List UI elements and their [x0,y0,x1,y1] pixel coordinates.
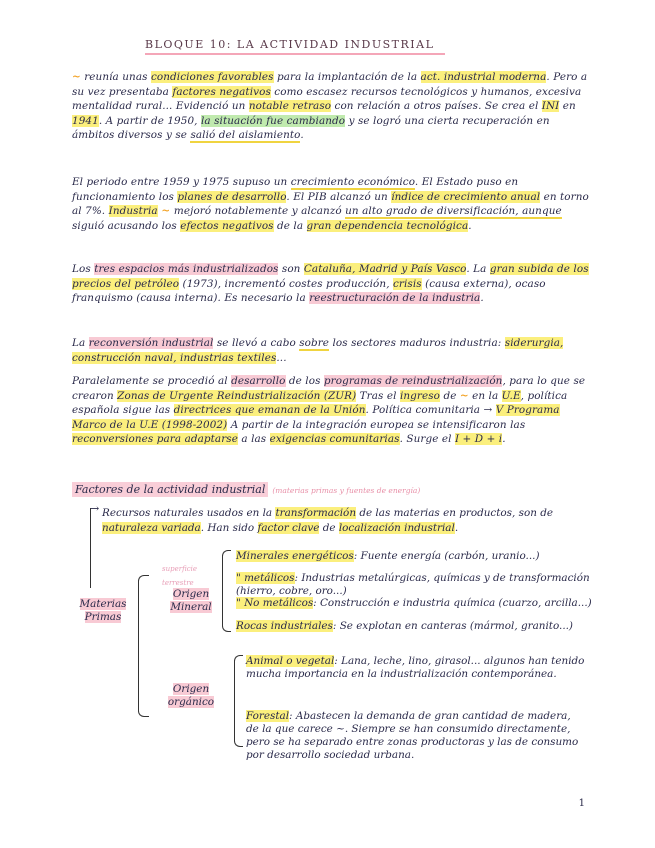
tilde-icon: ~ [157,205,174,218]
organico-item: Forestal: Abastecen la demanda de gran cantidad de madera, de la que carece ~. Siempre se han consumido directamente, pero se ha separado entre zonas productoras y las de consumo por desarrollo sociedad urbana. [246,710,579,761]
mineral-note: superficie terrestre [162,565,198,587]
tree-root: Materias Primas [79,598,127,623]
connector-line [90,508,91,588]
factores-heading: Factores de la actividad industrial (materias primas y fuentes de energía) [72,483,420,496]
recursos-text: Recursos naturales usados en la transformación de las materias en productos, son de naturaleza variada. Han sido factor clave de localización industrial. [102,507,554,534]
page-title: BLOQUE 10: LA ACTIVIDAD INDUSTRIAL [145,38,445,55]
page-number: 1 [578,798,585,809]
organico-item: Animal o vegetal: Lana, leche, lino, girasol... algunos han tenido mucha importancia en la industrialización contemporánea. [246,655,585,680]
tilde-icon: ~ [459,389,469,402]
tilde-icon: ~ [72,71,81,83]
organico-bracket [234,655,243,747]
mineral-item: Minerales energéticos: Fuente energía (carbón, uranio...) [236,550,540,562]
mineral-item: " metálicos: Industrias metalúrgicas, químicas y de transformación (hierro, cobre, oro...) [236,572,590,597]
paragraph-4: La reconversión industrial se llevó a cabo sobre los sectores maduros industria: siderurgia, construcción naval, industrias textiles... [72,337,564,364]
paragraph-2: El periodo entre 1959 y 1975 supuso un crecimiento económico. El Estado puso en funcionamiento los planes de desarrollo. El PIB alcanzó un índice de crecimiento anual en torno al 7%. Industria ~ mejoró notablemente y alcanzó un alto grado de diversificación, aunque siguió acusando los efectos negativos de la gran dependencia tecnológica. [72,176,589,232]
paragraph-5: Paralelamente se procedió al desarrollo de los programas de reindustrialización, para lo que se crearon Zonas de Urgente Reindustrialización (ZUR) Tras el ingreso de ~ en la U.E, política española sigue las directrices que emanan de la Unión. Política comunitaria → V Programa Marco de la U.E (1998-2002) A partir de la integración europea se intensificaron las reconversiones para adaptarse a las exigencias comunitarias. Surge el I + D + i. [72,375,586,446]
mineral-item: " No metálicos: Construcción e industria química (cuarzo, arcilla...) [236,597,592,609]
root-bracket [138,575,149,717]
mineral-bracket [222,550,231,632]
arrow-right-icon: → [90,502,100,515]
mineral-item: Rocas industriales: Se explotan en canteras (mármol, granito...) [236,620,573,632]
paragraph-1: ~ reunía unas condiciones favorables para la implantación de la act. industrial moderna. Pero a su vez presentaba factores negativos como escasez recursos tecnológicos y humanos, excesiva mentalidad rural... Evidenció un notable retraso con relación a otros países. Se crea el INI en 1941. A partir de 1950, la situación fue cambiando y se logró una cierta recuperación en ámbitos diversos y se salió del aislamiento. [72,71,588,142]
paragraph-3: Los tres espacios más industrializados son Cataluña, Madrid y País Vasco. La gran subida de los precios del petróleo (1973), incrementó costes producción, crisis (causa externa), ocaso franquismo (causa interna). Es necesario la reestructuración de la industria. [72,263,589,305]
origen-organico: Origen orgánico [167,683,215,708]
origen-mineral: Origen Mineral [170,588,212,613]
